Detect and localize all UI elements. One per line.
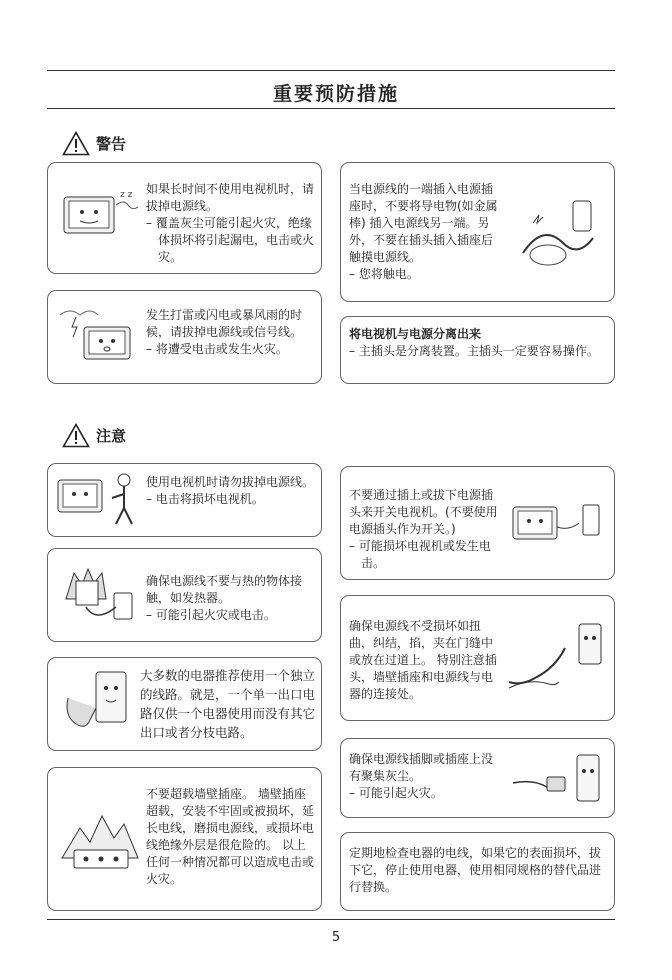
caution-card-inspect-cords	[340, 832, 615, 911]
overloaded-outlet-illustration	[56, 798, 144, 882]
dusty-plug-illustration	[509, 749, 605, 809]
warning-text: 发生打雷或闪电或暴风雨的时候，请拔掉电源线或信号线。	[146, 308, 303, 339]
caution-text: 定期地检查电器的电线，如果它的表面损坏，拔下它，停止使用电器，使用相同规格的替代品进行替换。	[349, 846, 602, 894]
caution-card-no-unplug: 使用电视机时请勿拔掉电源线。 – 电击将损坏电视机。	[47, 463, 322, 537]
title-rule	[47, 108, 615, 109]
warning-card-disconnect: 将电视机与电源分离出来 – 主插头是分离装置。主插头一定要容易操作。	[340, 316, 615, 384]
top-rule	[47, 70, 615, 71]
caution-text: 大多数的电器推荐使用一个独立的线路。就是，一个单一出口电路仅供一个电器使用而没有其它出口或者分枝电路。	[140, 668, 316, 740]
warning-text: 如果长时间不使用电视机时，请拔掉电源线。	[146, 182, 315, 213]
caution-triangle-icon	[62, 423, 90, 448]
tv-lightning-illustration	[56, 305, 142, 369]
caution-heading-label: 注意	[96, 426, 127, 445]
caution-card-heat: 确保电源线不要与热的物体接触，如发热器。 – 可能引起火灾或电击。	[47, 548, 322, 642]
page-number: 5	[331, 930, 341, 945]
caution-card-dedicated-circuit	[47, 657, 322, 751]
warning-card-unplug-unused: z z 如果长时间不使用电视机时，请拔掉电源线。 – 覆盖灰尘可能引起火灾，绝缘体损坏将引起漏电，电击或火灾。	[47, 162, 322, 274]
caution-text: 不要超载墙壁插座。 墙壁插座超载，安装不牢固或被损坏，延长电线，磨损电源线，或损坏电线绝缘外层是很危险的。 以上任何一种情况都可以造成电击或火灾。	[146, 787, 315, 886]
caution-consequence: 可能损坏电视机或发生电击。	[358, 539, 491, 570]
warning-triangle-icon	[62, 131, 90, 156]
caution-text: 确保电源线插脚或插座上没有聚集灰尘。	[349, 752, 494, 783]
plug-shock-illustration	[513, 193, 603, 273]
caution-text: 使用电视机时请勿拔掉电源线。	[146, 475, 315, 489]
caution-card-overload	[47, 767, 322, 911]
warning-heading-label: 警告	[96, 134, 127, 153]
tv-cobweb-illustration	[58, 185, 140, 245]
caution-card-no-plug-switch: 不要通过插上或拔下电源插头来开关电视机。(不要使用电源插头作为开关。) – 可能损坏电视机或发生电击。	[340, 466, 615, 580]
warning-consequence: 主插头是分离装置。主插头一定要容易操作。	[358, 344, 599, 358]
svg-text:z z: z z	[120, 190, 133, 200]
warning-section-heading	[62, 130, 126, 156]
bottom-rule	[47, 919, 615, 920]
caution-card-dust: 确保电源线插脚或插座上没有聚集灰尘。 – 可能引起火灾。	[340, 738, 615, 818]
warning-consequence: 将遭受电击或发生火灾。	[155, 342, 288, 356]
caution-text: 确保电源线不要与热的物体接触，如发热器。	[146, 574, 303, 605]
warning-card-lightning: 发生打雷或闪电或暴风雨的时候，请拔掉电源线或信号线。 – 将遭受电击或发生火灾。	[47, 290, 322, 384]
tv-man-illustration	[54, 470, 142, 530]
caution-consequence: 可能引起火灾或电击。	[155, 608, 276, 622]
caution-section-heading	[62, 422, 126, 448]
warning-text: 当电源线的一端插入电源插座时，不要将导电物(如金属棒) 插入电源线另一端。另外，不要在插头插入插座后触摸电源线。	[349, 182, 498, 264]
page-title: 重要预防措施	[272, 83, 399, 105]
outlet-plug-illustration	[62, 668, 132, 742]
warning-subheading: 将电视机与电源分离出来	[349, 327, 482, 341]
warning-consequence: 覆盖灰尘可能引起火灾，绝缘体损坏将引起漏电，电击或火灾。	[155, 216, 315, 264]
caution-consequence: 电击将损坏电视机。	[155, 492, 264, 506]
caution-text: 不要通过插上或拔下电源插头来开关电视机。(不要使用电源插头作为开关。)	[349, 488, 498, 536]
warning-consequence: 您将触电。	[358, 267, 419, 281]
caution-text: 确保电源线不受损坏如扭曲，纠结，掐，夹在门缝中或放在过道上。 特别注意插头，墙壁插座和电源线与电器的连接处。	[349, 619, 497, 701]
heater-plug-illustration	[56, 559, 142, 629]
tv-outlet-illustration	[509, 497, 605, 557]
warning-card-metal-object: 当电源线的一端插入电源插座时，不要将导电物(如金属棒) 插入电源线另一端。另外，不要在插头插入插座后触摸电源线。 – 您将触电。	[340, 162, 615, 302]
caution-card-cord-damage	[340, 595, 615, 721]
caution-consequence: 可能引起火灾。	[358, 786, 443, 800]
hand-cord-illustration	[505, 618, 607, 702]
